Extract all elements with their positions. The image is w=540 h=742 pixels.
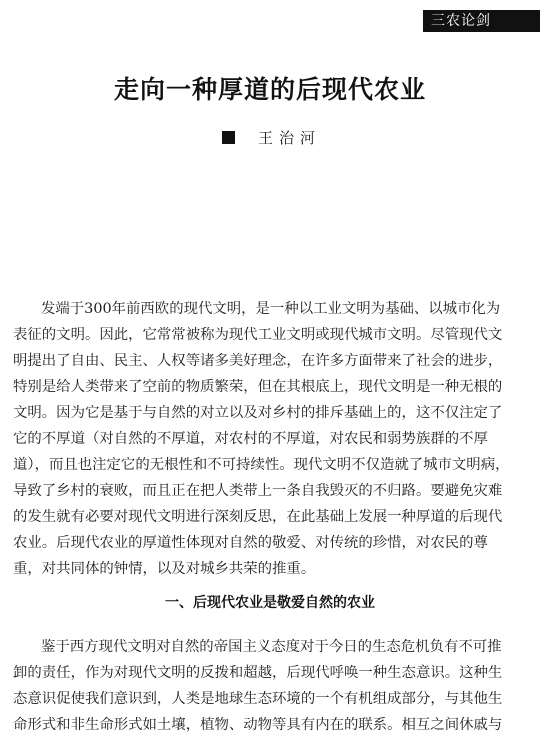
paragraph-line: 道），而且也注定它的无根性和不可持续性。现代文明不仅造就了城市文明病， [13,457,510,473]
paragraph-line: 表征的文明。因此，它常常被称为现代工业文明或现代城市文明。尽管现代文 [13,327,503,343]
paragraph-line: 特别是给人类带来了空前的物质繁荣，但在其根底上，现代文明是一种无根的 [13,379,503,395]
paragraph-line: 农业。后现代农业的厚道性体现对自然的敬爱、对传统的珍惜，对农民的尊 [13,535,488,551]
paragraph-line: 文明。因为它是基于与自然的对立以及对乡村的排斥基础上的，这不仅注定了 [13,405,503,421]
paragraph-intro [13,296,519,582]
article-title: 走向一种厚道的后现代农业 [113,75,426,104]
paragraph-line: 重，对共同体的钟情，以及对城乡共荣的推重。 [13,561,316,577]
paragraph-line: 明提出了自由、民主、人权等诸多美好理念，在许多方面带来了社会的进步， [13,353,503,369]
paragraph-line: 卸的责任，作为对现代文明的反拨和超越，后现代呼唤一种生态意识。这种生 [13,665,503,681]
author-name: 王治河 [258,129,322,147]
column-label: 三农论剑 [431,13,491,29]
author-line [222,127,321,148]
section-heading: 一、后现代农业是敬爱自然的农业 [165,595,375,611]
paragraph-line: 态意识促使我们意识到，人类是地球生态环境的一个有机组成部分，与其他生 [13,691,503,707]
paragraph-section1 [13,634,519,738]
paragraph-line: 它的不厚道（对自然的不厚道，对农村的不厚道，对农民和弱势族群的不厚 [13,431,488,447]
paragraph-line: 的发生就有必要对现代文明进行深刻反思，在此基础上发展一种厚道的后现代 [13,509,503,525]
paragraph-line: 命形式和非生命形式如土壤，植物、动物等具有内在的联系。相互之间休戚与 [13,717,503,733]
paragraph-line: 鉴于西方现代文明对自然的帝国主义态度对于今日的生态危机负有不可推 [41,639,502,655]
column-label-badge [423,10,540,32]
paragraph-line: 导致了乡村的衰败，而且正在把人类带上一条自我毁灭的不归路。要避免灾难 [13,483,503,499]
paragraph-line: 发端于300年前西欧的现代文明，是一种以工业文明为基础、以城市化为 [41,301,501,317]
author-marker-square-icon [222,131,235,144]
